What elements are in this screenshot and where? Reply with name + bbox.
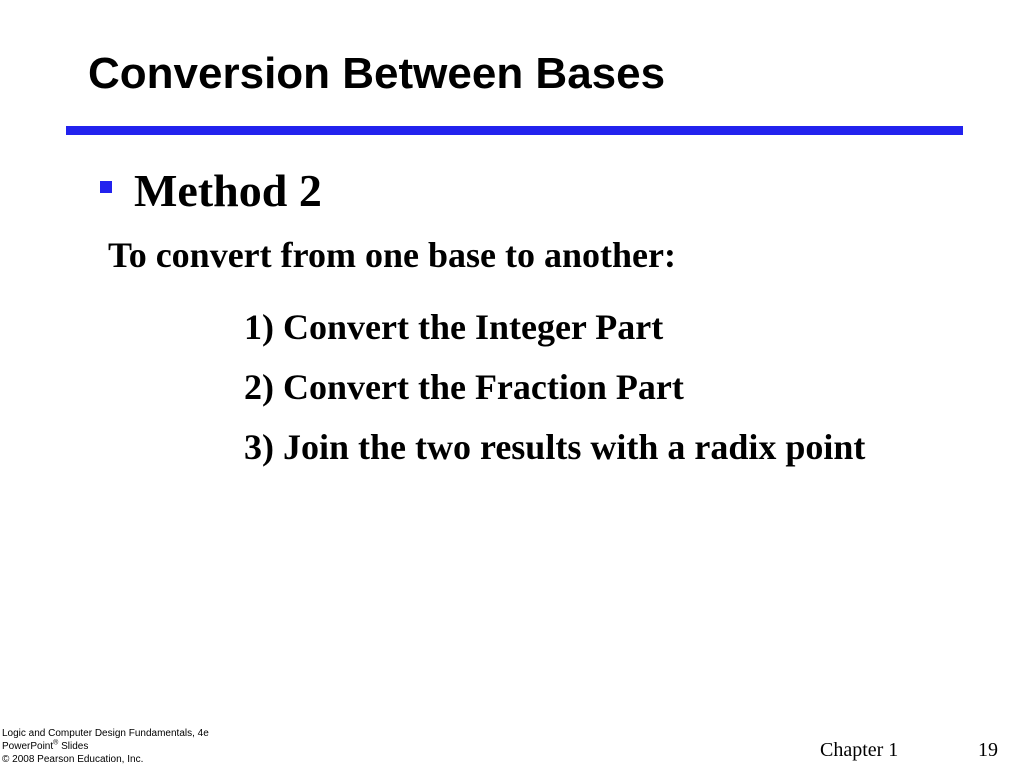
registered-mark: ®: [53, 739, 59, 747]
credit-line-2-main: PowerPoint: [2, 741, 54, 752]
credit-line-2: [2, 740, 209, 753]
square-bullet-icon: [100, 181, 112, 193]
step-item-1: 1) Convert the Integer Part: [244, 307, 664, 347]
credit-line-1: Logic and Computer Design Fundamentals, 4e: [2, 728, 209, 739]
intro-text: To convert from one base to another:: [108, 235, 676, 275]
footer-credit: [2, 727, 209, 766]
page-number: 19: [978, 739, 998, 761]
bullet-method: [100, 164, 322, 218]
bullet-text: Method 2: [134, 165, 322, 216]
slide-title: Conversion Between Bases: [88, 49, 666, 98]
steps-list: [244, 306, 865, 486]
chapter-label: Chapter 1: [820, 739, 899, 761]
title-underline: [66, 126, 963, 135]
step-item-2: 2) Convert the Fraction Part: [244, 367, 684, 407]
credit-line-3: © 2008 Pearson Education, Inc.: [2, 754, 144, 765]
step-item-3: 3) Join the two results with a radix point: [244, 427, 866, 467]
credit-line-2-rest: Slides: [58, 741, 89, 752]
